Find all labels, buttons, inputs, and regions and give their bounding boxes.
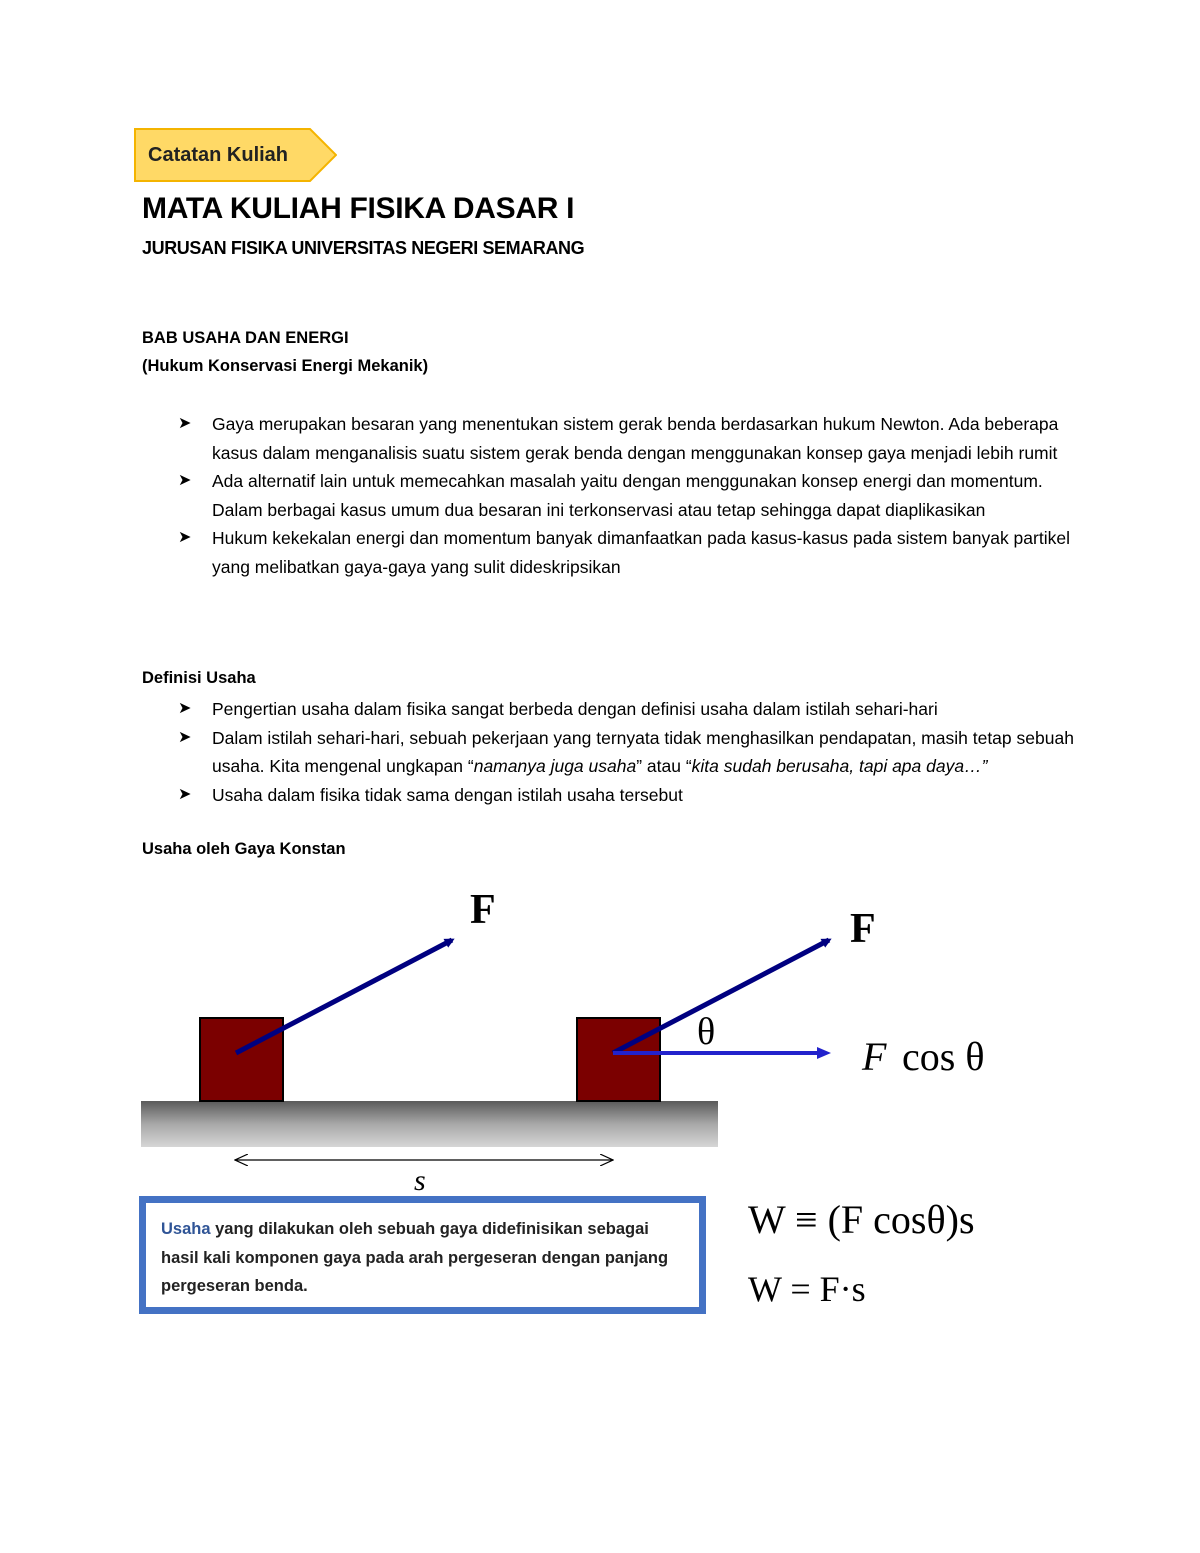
- course-title: MATA KULIAH FISIKA DASAR I: [142, 192, 575, 225]
- arrow-bullet-icon: ➤: [178, 415, 192, 432]
- list-item: ➤ Hukum kekekalan energi dan momentum banyak dimanfaatkan pada kasus-kasus pada sistem banyak partikel yang melibatkan gaya-gaya yang sulit dideskripsikan: [178, 524, 1078, 581]
- component-label-cos: cos θ: [902, 1034, 985, 1079]
- arrow-bullet-icon: ➤: [178, 529, 192, 546]
- force-arrow-1: [236, 940, 452, 1053]
- list-item: ➤ Dalam istilah sehari-hari, sebuah pekerjaan yang ternyata tidak menghasilkan pendapatan, masih tetap sebuah usaha. Kita mengenal ungkapan “namanya juga usaha” atau “kita sudah berusaha, tapi apa daya…”: [178, 724, 1078, 781]
- arrow-bullet-icon: ➤: [178, 472, 192, 489]
- arrow-bullet-icon: ➤: [178, 728, 192, 746]
- definition-box: [139, 1196, 706, 1314]
- list-item: ➤ Ada alternatif lain untuk memecahkan masalah yaitu dengan menggunakan konsep energi dan momentum. Dalam berbagai kasus umum dua besaran ini terkonservasi atau tetap sehingga dapat diaplikasikan: [178, 467, 1078, 524]
- department-subtitle: JURUSAN FISIKA UNIVERSITAS NEGERI SEMARANG: [142, 238, 585, 258]
- floor-surface: [141, 1101, 718, 1147]
- block-final: [577, 1018, 660, 1101]
- force-label-2: F: [850, 906, 876, 952]
- arrow-bullet-icon: ➤: [178, 700, 192, 717]
- chapter-subtitle: (Hukum Konservasi Energi Mekanik): [142, 357, 429, 375]
- list-item: ➤ Usaha dalam fisika tidak sama dengan istilah usaha tersebut: [178, 781, 1078, 810]
- displacement-label: s: [414, 1164, 426, 1197]
- list-item: ➤ Pengertian usaha dalam fisika sangat berbeda dengan definisi usaha dalam istilah sehari-hari: [178, 695, 1078, 724]
- constant-force-heading: Usaha oleh Gaya Konstan: [142, 840, 346, 858]
- tag-label: Catatan Kuliah: [148, 144, 289, 166]
- chapter-title: BAB USAHA DAN ENERGI: [142, 329, 349, 347]
- work-formula-vector: W = F·s: [748, 1269, 866, 1309]
- list-item: ➤ Gaya merupakan besaran yang menentukan sistem gerak benda berdasarkan hukum Newton. Ada beberapa kasus dalam menganalisis suatu sistem gerak benda dengan menggunakan konsep gaya menjadi lebih rumit: [178, 410, 1078, 467]
- block-initial: [200, 1018, 283, 1101]
- component-label-f: F: [862, 1034, 887, 1079]
- definition-box-text: Usaha yang dilakukan oleh sebuah gaya didefinisikan sebagai hasil kali komponen gaya pada arah pergeseran dengan panjang pergeseran benda.: [161, 1220, 669, 1295]
- arrow-bullet-icon: ➤: [178, 785, 192, 803]
- definition-heading: Definisi Usaha: [142, 669, 256, 687]
- angle-label: θ: [697, 1011, 716, 1053]
- force-arrow-2: [613, 940, 829, 1053]
- force-label-1: F: [470, 887, 496, 933]
- work-formula-scalar: W ≡ (F cosθ)s: [748, 1197, 975, 1242]
